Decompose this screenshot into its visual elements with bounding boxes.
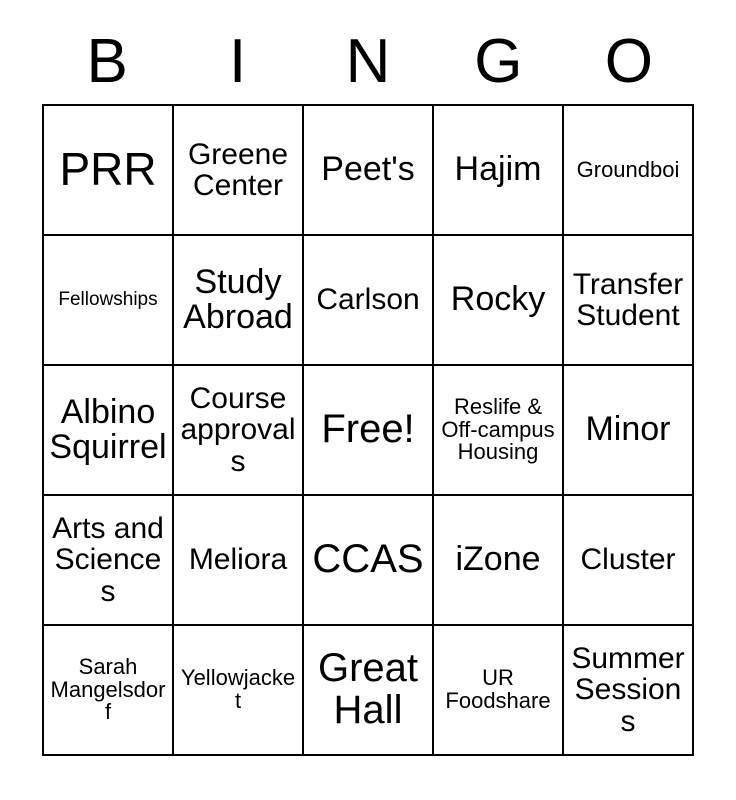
- bingo-cell-label: Free!: [321, 407, 415, 452]
- bingo-row: [43, 495, 693, 625]
- bingo-cell-label: Groundboi: [576, 156, 680, 182]
- bingo-row: [43, 105, 693, 235]
- bingo-row: [43, 625, 693, 755]
- bingo-cell[interactable]: [433, 105, 563, 235]
- bingo-cell-label: Summer Sessions: [571, 642, 685, 738]
- bingo-cell-label: Reslife & Off-campus Housing: [441, 393, 555, 465]
- bingo-cell-free[interactable]: [303, 365, 433, 495]
- bingo-cell-label: Study Abroad: [183, 262, 293, 336]
- bingo-cell-label: Yellowjacket: [180, 665, 296, 713]
- bingo-cell-label: Albino Squirrel: [49, 392, 167, 466]
- bingo-cell[interactable]: [43, 625, 173, 755]
- bingo-cell-label: Arts and Sciences: [52, 512, 164, 608]
- bingo-cell[interactable]: [563, 625, 693, 755]
- bingo-cell[interactable]: [43, 495, 173, 625]
- bingo-cell[interactable]: [563, 235, 693, 365]
- bingo-cell[interactable]: [433, 625, 563, 755]
- bingo-cell[interactable]: [303, 235, 433, 365]
- bingo-cell[interactable]: [173, 495, 303, 625]
- bingo-row: [43, 365, 693, 495]
- bingo-cell[interactable]: [173, 235, 303, 365]
- bingo-cell-label: Fellowships: [58, 289, 158, 311]
- bingo-cell-label: iZone: [455, 540, 541, 579]
- bingo-cell[interactable]: [563, 365, 693, 495]
- bingo-header: [42, 0, 694, 98]
- bingo-cell-label: Greene Center: [187, 137, 289, 202]
- header-letter-o: O: [604, 27, 653, 96]
- bingo-cell[interactable]: [173, 625, 303, 755]
- bingo-cell[interactable]: [43, 365, 173, 495]
- bingo-cell-label: CCAS: [312, 537, 424, 582]
- bingo-cell[interactable]: [433, 235, 563, 365]
- bingo-cell[interactable]: [563, 495, 693, 625]
- bingo-cell[interactable]: [563, 105, 693, 235]
- bingo-grid: [42, 104, 694, 756]
- bingo-row: [43, 235, 693, 365]
- bingo-cell[interactable]: [303, 625, 433, 755]
- bingo-cell[interactable]: [303, 105, 433, 235]
- header-letter-b: B: [86, 27, 128, 96]
- bingo-cell[interactable]: [433, 495, 563, 625]
- bingo-cell-label: UR Foodshare: [445, 665, 551, 713]
- header-letter-g: G: [474, 27, 523, 96]
- bingo-cell-label: Carlson: [316, 283, 420, 317]
- bingo-cell-label: Sarah Mangelsdorf: [50, 653, 166, 725]
- bingo-cell-label: PRR: [59, 143, 157, 196]
- bingo-cell[interactable]: [173, 105, 303, 235]
- bingo-cell-label: Meliora: [188, 543, 288, 577]
- bingo-cell[interactable]: [433, 365, 563, 495]
- bingo-cell-label: Hajim: [454, 150, 542, 189]
- header-letter-n: N: [345, 27, 391, 96]
- bingo-cell-label: Minor: [585, 410, 671, 449]
- header-letter-i: I: [228, 27, 247, 96]
- bingo-cell-label: Rocky: [450, 280, 546, 319]
- bingo-cell[interactable]: [43, 105, 173, 235]
- bingo-cell-label: Course approvals: [180, 382, 296, 478]
- bingo-cell-label: Transfer Student: [572, 267, 684, 332]
- bingo-cell-label: Peet's: [321, 150, 415, 189]
- bingo-cell-label: Cluster: [580, 543, 676, 577]
- bingo-cell[interactable]: [303, 495, 433, 625]
- bingo-cell[interactable]: [43, 235, 173, 365]
- bingo-cell-label: Great Hall: [317, 646, 419, 732]
- bingo-cell[interactable]: [173, 365, 303, 495]
